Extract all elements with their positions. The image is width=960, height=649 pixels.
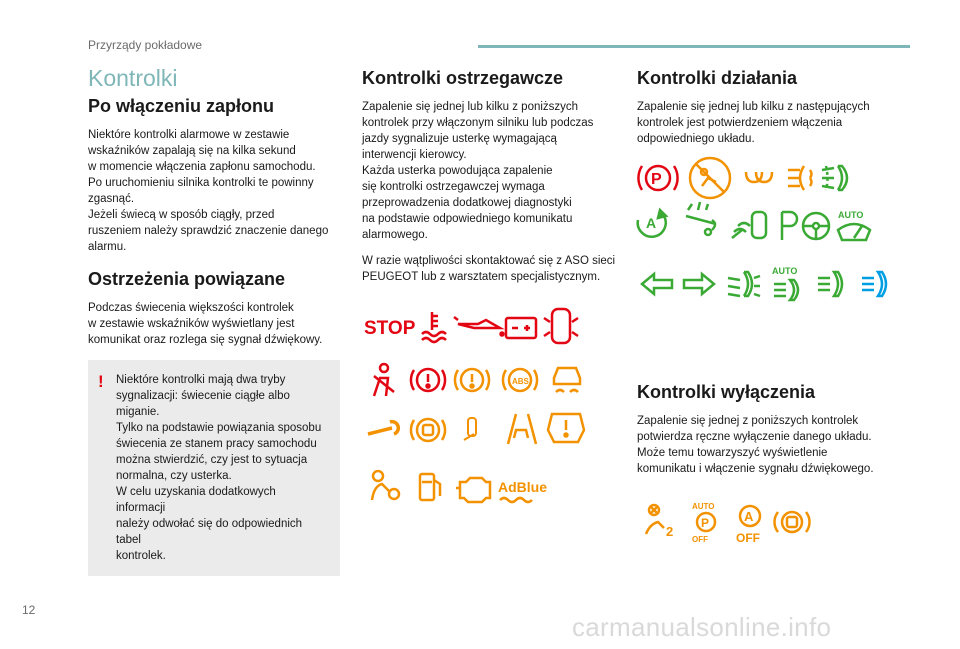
- status-lamps-text: Zapalenie się jednej lub kilku z następujących kontrolek jest potwierdzeniem włączenia odpowiedniego układu.: [637, 101, 870, 145]
- seatbelt-rear-off-icon: [646, 505, 673, 539]
- auto-headlamp-icon: [772, 266, 798, 300]
- airbag-off-icon: [372, 471, 399, 500]
- front-fog-icon: [822, 166, 847, 190]
- header-title: Przyrządy pokładowe: [88, 38, 203, 52]
- engine-check-icon: [456, 478, 490, 502]
- right-column: [637, 60, 897, 157]
- general-warning-icon: [455, 369, 489, 391]
- esc-icon: [554, 368, 580, 392]
- note-text: Niektóre kontrolki mają dwa tryby sygnalizacji: świecenie ciągłe albo miganie. Tylko na podstawie powiązania sposobu świecenia ze stanem pracy samochodu można stwierdzić, czy jest to sytuacja normalna, czy usterka. W celu uzyskania dodatkowych informacji należy odwołać się do odpowiednich tabel kontrolek.: [116, 374, 322, 562]
- seatbelt-icon: [374, 364, 394, 396]
- off-lamps-section: [637, 382, 897, 487]
- dipped-beam-icon: [728, 272, 760, 296]
- coolant-temperature-icon: [422, 312, 446, 342]
- warnings-text: Podczas świecenia większości kontrolek w zestawie wskaźników wyświetlany jest komunikat oraz rozlega się sygnał dźwiękowy.: [88, 302, 323, 346]
- auto-headlamp-label: AUTO: [772, 266, 798, 276]
- rear-fog-icon: [788, 166, 812, 190]
- door-open-icon: [544, 309, 578, 343]
- battery-icon: [506, 318, 536, 338]
- brake-warning-icon: [411, 369, 445, 391]
- warning-lamps-text: Zapalenie się jednej lub kilku z poniższych kontrolek przy włączonym silniku lub podczas jazdy sygnalizuje usterkę wymagającą interwencji kierowcy. Każda usterka powodująca zapalenie się kontrolki ostrzegawczej wymaga przeprowadzenia dodatkowej diagnostyki na podstawie odpowiedniego komunikatu alarmowego.: [362, 101, 594, 241]
- right-indicator-icon: [684, 274, 714, 294]
- stop-start-off-label: OFF: [736, 531, 760, 545]
- cruise-speed-icon: [686, 202, 716, 235]
- page-number: 12: [22, 603, 36, 617]
- tyre-pressure-icon: [464, 418, 476, 440]
- passenger-airbag-off-icon: [690, 158, 730, 198]
- parking-brake-icon: [638, 166, 677, 190]
- braking-system-icon: [411, 419, 445, 441]
- abs-label: ABS: [512, 377, 529, 386]
- warnings-heading: Ostrzeżenia powiązane: [88, 269, 286, 289]
- warning-lamps-heading: Kontrolki ostrzegawcze: [362, 68, 564, 88]
- adblue-icon: [498, 479, 547, 502]
- park-brake-auto-icon: [782, 212, 797, 240]
- stop-start-icon: [638, 210, 666, 237]
- status-lamps-heading: Kontrolki działania: [637, 68, 798, 88]
- warning-lamps-text-2: W razie wątpliwości skontaktować się z ASO sieci PEUGEOT lub z warsztatem specjalistycznym.: [362, 255, 616, 283]
- ignition-heading: Po włączeniu zapłonu: [88, 96, 275, 116]
- stop-icon: [364, 318, 416, 339]
- seatbelt-row-number: 2: [666, 524, 674, 539]
- fuel-low-icon: [420, 474, 440, 500]
- section-title: Kontrolki: [88, 65, 178, 91]
- auto-wipers-icon: [838, 210, 870, 240]
- auto-parking-brake-off-icon: [692, 502, 715, 544]
- off-lamps-text: Zapalenie się jednej z poniższych kontrolek potwierdza ręczne wyłączenie danego układu. Może temu towarzyszyć wyświetlenie komunikatu i włączenie sygnału dźwiękowego.: [637, 415, 874, 475]
- main-beam-blue-icon: [862, 272, 886, 296]
- tpms-warning-icon: [548, 414, 584, 442]
- watermark: carmanualsonline.info: [572, 612, 832, 642]
- ignition-text: Niektóre kontrolki alarmowe w zestawie wskaźników zapalają się na kilka sekund w momencie włączenia zapłonu samochodu. Po uruchomieniu silnika kontrolki te powinny zgasnąć. Jeżeli świecą w sposób ciągły, przed ruszeniem należy sprawdzić znaczenie danego alarmu.: [88, 129, 329, 253]
- auto-wipers-label: AUTO: [838, 210, 864, 220]
- auto-parking-brake-letter: P: [701, 516, 710, 530]
- oil-pressure-icon: [454, 317, 504, 336]
- park-assist-icon: [732, 212, 766, 238]
- parking-brake-letter: P: [651, 171, 662, 188]
- lane-departure-icon: [508, 414, 536, 444]
- header-divider: [478, 45, 910, 48]
- stop-label: STOP: [364, 318, 416, 339]
- abs-icon: [503, 369, 537, 391]
- adblue-label: AdBlue: [498, 479, 547, 495]
- left-column: [88, 60, 340, 576]
- left-indicator-icon: [642, 274, 672, 294]
- auto-parking-brake-label: AUTO: [692, 502, 715, 511]
- stop-start-off-letter: A: [744, 509, 754, 524]
- warning-icon-grid: [360, 304, 600, 514]
- note-box: [88, 360, 340, 576]
- auto-parking-brake-off-label: OFF: [692, 535, 708, 544]
- braking-assist-off-icon: [774, 512, 809, 532]
- middle-column: [362, 60, 620, 295]
- off-lamps-heading: Kontrolki wyłączenia: [637, 382, 816, 402]
- status-icon-grid: [630, 154, 900, 304]
- stop-start-letter: A: [646, 215, 657, 231]
- steering-assist-icon: [803, 213, 829, 239]
- exclamation-icon: !: [98, 372, 104, 391]
- glow-plug-icon: [746, 172, 772, 182]
- off-icon-grid: [640, 500, 820, 546]
- stop-start-off-icon: [736, 506, 760, 545]
- service-wrench-icon: [368, 422, 398, 434]
- main-beam-icon: [818, 272, 842, 296]
